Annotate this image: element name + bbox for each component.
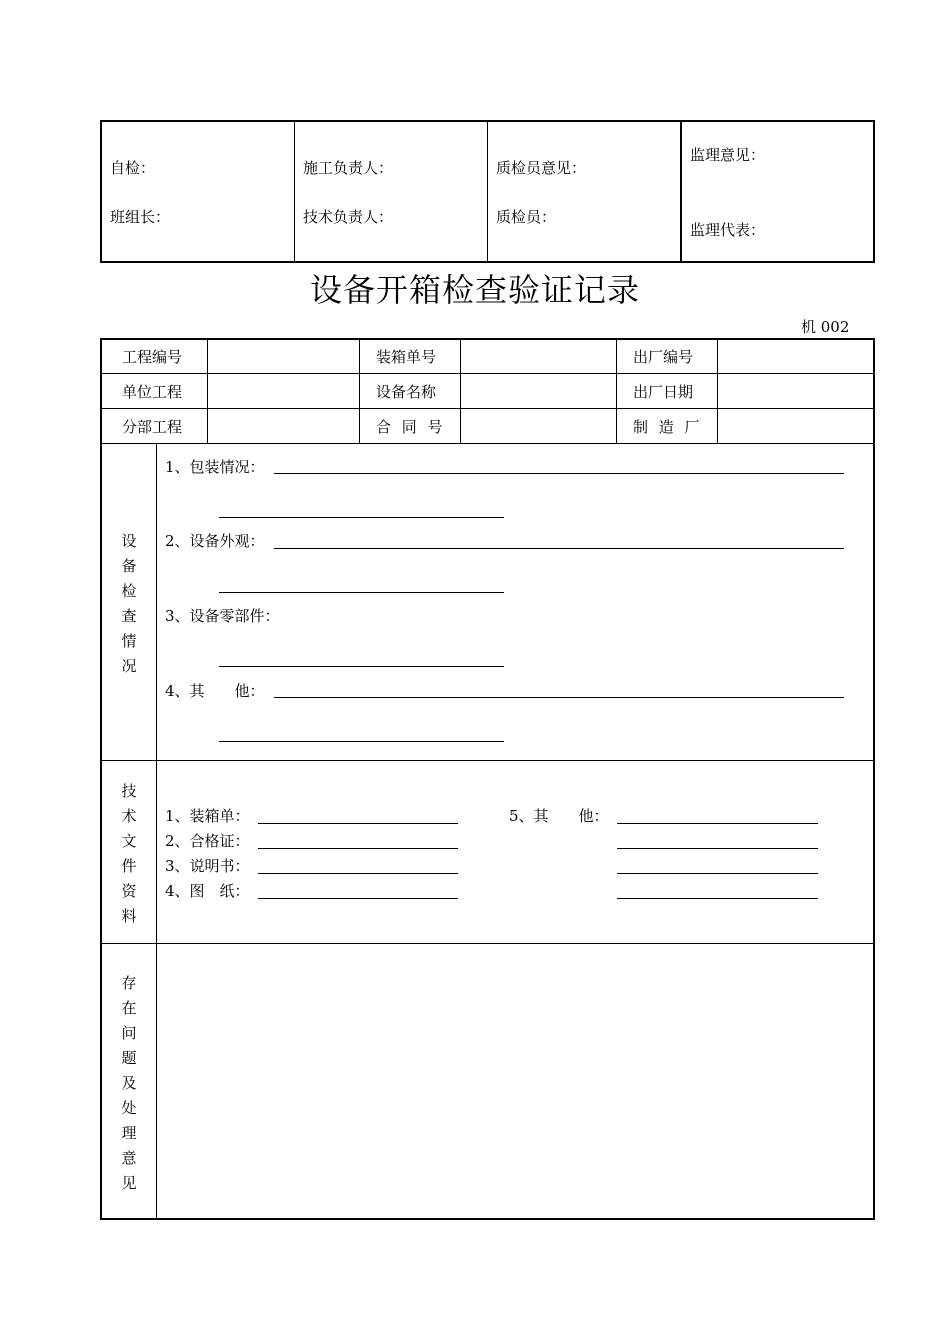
issues-content-area[interactable] (158, 945, 873, 1218)
col-divider (359, 339, 360, 443)
factory-date-label: 出厂日期 (633, 383, 694, 401)
signoff-divider (294, 121, 295, 262)
col-divider (460, 339, 461, 443)
drawings-blank-line (258, 898, 458, 899)
technical-lead-label: 技术负责人： (303, 208, 394, 226)
documents-other-blank-line-4 (617, 898, 818, 899)
section-divider (101, 943, 874, 944)
packaging-blank-line-2 (219, 517, 504, 518)
appearance-label: 2、设备外观： (165, 532, 265, 550)
project-no-label: 工程编号 (122, 348, 183, 366)
documents-other-blank-line-2 (617, 848, 818, 849)
signoff-divider (680, 121, 682, 262)
packing-list-label: 1、装箱单： (165, 807, 250, 825)
manual-label: 3、说明书： (165, 857, 250, 875)
supervision-rep-label: 监理代表： (690, 221, 766, 239)
sub-project-label: 分部工程 (122, 418, 183, 436)
col-divider (717, 339, 718, 443)
factory-no-label: 出厂编号 (633, 348, 694, 366)
manual-blank-line (258, 873, 458, 874)
appearance-blank-line (274, 548, 844, 549)
team-leader-label: 班组长： (110, 208, 171, 226)
construction-lead-label: 施工负责人： (303, 159, 394, 177)
row-divider (101, 373, 874, 374)
appearance-blank-line-2 (219, 592, 504, 593)
inspection-section-label: 设备检查情况 (121, 532, 137, 675)
inspection-other-blank-line (274, 697, 844, 698)
issues-section-label: 存在问题及处理意见 (121, 974, 137, 1192)
documents-other-blank-line-3 (617, 873, 818, 874)
packaging-blank-line (274, 473, 844, 474)
form-code: 机 002 (801, 318, 850, 336)
drawings-label: 4、图 纸： (165, 882, 250, 900)
page-title: 设备开箱检查验证记录 (309, 271, 640, 309)
qc-inspector-label: 质检员： (496, 208, 557, 226)
packaging-label: 1、包装情况： (165, 458, 265, 476)
col-divider (207, 339, 208, 443)
certificate-label: 2、合格证： (165, 832, 250, 850)
qc-opinion-label: 质检员意见： (496, 159, 587, 177)
contract-no-label: 合 同 号 (376, 418, 443, 436)
inspection-other-blank-line-2 (219, 741, 504, 742)
section-divider (101, 760, 874, 761)
equipment-name-label: 设备名称 (376, 383, 437, 401)
documents-other-blank-line (617, 823, 818, 824)
self-check-label: 自检： (110, 159, 156, 177)
signoff-divider (487, 121, 488, 262)
row-divider (101, 408, 874, 409)
parts-blank-line (219, 666, 504, 667)
packing-list-blank-line (258, 823, 458, 824)
inspection-other-label: 4、其 他： (165, 682, 265, 700)
row-divider (101, 443, 874, 444)
col-divider (616, 339, 617, 443)
unit-project-label: 单位工程 (122, 383, 183, 401)
certificate-blank-line (258, 848, 458, 849)
documents-other-label: 5、其 他： (509, 807, 609, 825)
documents-section-label: 技术文件资料 (121, 782, 137, 925)
supervision-opinion-label: 监理意见： (690, 146, 766, 164)
packing-list-no-label: 装箱单号 (376, 348, 437, 366)
manufacturer-label: 制 造 厂 (633, 418, 700, 436)
parts-label: 3、设备零部件： (165, 607, 280, 625)
section-label-divider (156, 443, 157, 1219)
